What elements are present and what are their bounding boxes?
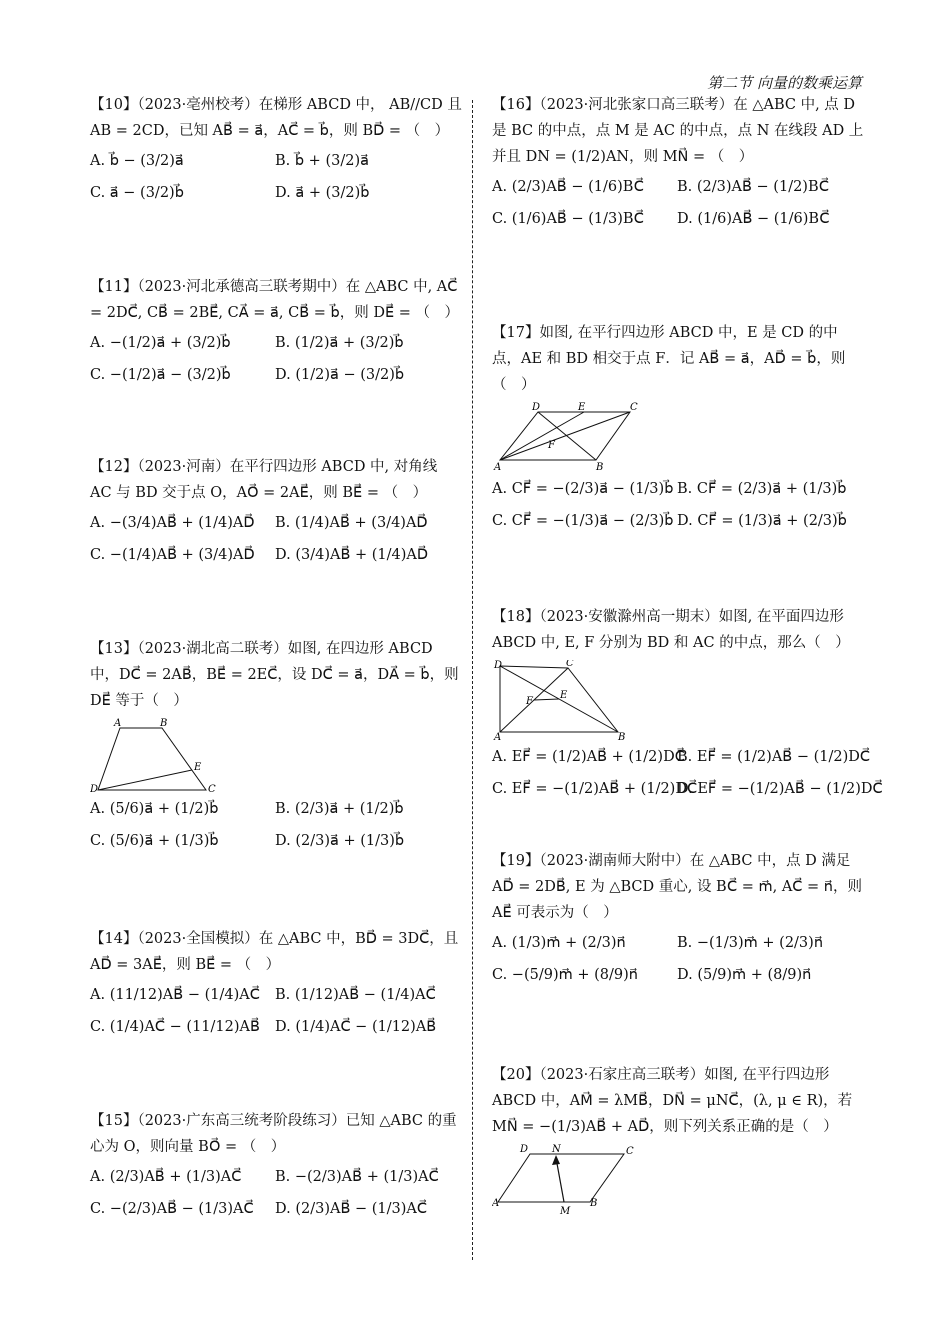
question-text: 如图, 在四边形 ABCD 中，DC⃗ = 2AB⃗，BE⃗ = 2EC⃗，设 DC⃗ = a⃗，DA⃗ = b⃗，则 DE⃗ 等于（ ） [90, 641, 459, 709]
option-d[interactable]: D. (5/9)m⃗ + (8/9)n⃗ [677, 967, 812, 983]
option-b[interactable]: B. EF⃗ = (1/2)AB⃗ − (1/2)DC⃗ [677, 749, 871, 765]
option-a[interactable]: A. −(3/4)AB⃗ + (1/4)AD⃗ [90, 515, 255, 531]
question-number: 【12】 [90, 459, 138, 475]
option-d[interactable]: D. (2/3)a⃗ + (1/3)b⃗ [275, 833, 405, 849]
question-text: 在 △ABC 中，点 D 满足 AD⃗ = 2DB⃗, E 为 △BCD 重心, 设 BC⃗ = m⃗, AC⃗ = n⃗，则 AE⃗ 可表示为（ ） [492, 853, 862, 921]
option-a[interactable]: A. (2/3)AB⃗ + (1/3)AC⃗ [90, 1169, 242, 1185]
option-d[interactable]: D. (1/6)AB⃗ − (1/6)BC⃗ [677, 211, 830, 227]
question-number: 【14】 [90, 931, 138, 947]
option-b[interactable]: B. −(1/3)m⃗ + (2/3)n⃗ [677, 935, 824, 951]
figure-label: F [548, 440, 555, 451]
option-d[interactable]: D. (1/4)AC⃗ − (1/12)AB⃗ [275, 1019, 437, 1035]
question-text: 在 △ABC 中, 点 D 是 BC 的中点，点 M 是 AC 的中点，点 N 在线段 AD 上并且 DN = (1/2)AN，则 MN⃗ = （ ） [492, 97, 864, 165]
figure-label: A [114, 718, 122, 729]
question-source: （2023·河南） [137, 459, 230, 475]
option-a[interactable]: A. (1/3)m⃗ + (2/3)n⃗ [492, 935, 626, 951]
option-c[interactable]: C. (1/6)AB⃗ − (1/3)BC⃗ [492, 211, 644, 227]
question-number: 【17】 [492, 325, 540, 341]
question-10 [90, 92, 462, 204]
option-d[interactable]: D. (3/4)AB⃗ + (1/4)AD⃗ [275, 547, 429, 563]
question-text: 如图, 在平面四边形 ABCD 中, E, F 分别为 BD 和 AC 的中点，那么（ ） [492, 609, 850, 651]
question-17 [492, 320, 864, 532]
option-b[interactable]: B. (1/4)AB⃗ + (3/4)AD⃗ [275, 515, 428, 531]
option-c[interactable]: C. (5/6)a⃗ + (1/3)b⃗ [90, 833, 219, 849]
figure-label: C [630, 402, 638, 413]
figure-label: E [578, 402, 586, 413]
option-d[interactable]: D. a⃗ + (3/2)b⃗ [275, 185, 370, 201]
figure-label: B [618, 732, 626, 740]
question-text: 如图, 在平行四边形 ABCD 中，E 是 CD 的中点，AE 和 BD 相交于点 F．记 AB⃗ = a⃗，AD⃗ = b⃗，则（ ） [492, 325, 846, 393]
figure-label: D [520, 1144, 529, 1155]
question-14 [90, 926, 462, 1038]
question-20 [492, 1062, 864, 1216]
question-number: 【10】 [90, 97, 138, 113]
question-source: （2023·湖南师大附中） [539, 853, 690, 869]
question-number: 【18】 [492, 609, 540, 625]
question-18 [492, 604, 883, 800]
figure-label: B [590, 1198, 598, 1209]
option-c[interactable]: C. −(1/4)AB⃗ + (3/4)AD⃗ [90, 547, 255, 563]
option-a[interactable]: A. EF⃗ = (1/2)AB⃗ + (1/2)DC⃗ [492, 749, 685, 765]
option-a[interactable]: A. −(1/2)a⃗ + (3/2)b⃗ [90, 335, 231, 351]
option-b[interactable]: B. (1/12)AB⃗ − (1/4)AC⃗ [275, 987, 436, 1003]
parallelogram-mn-figure [492, 1144, 642, 1216]
option-c[interactable]: C. (1/4)AC⃗ − (11/12)AB⃗ [90, 1019, 260, 1035]
figure-label: B [596, 462, 604, 472]
question-text: 已知 △ABC 的重心为 O，则向量 BO⃗ = （ ） [90, 1113, 457, 1155]
option-d[interactable]: D. (1/2)a⃗ − (3/2)b⃗ [275, 367, 405, 383]
question-source: （2023·河北张家口高三联考） [539, 97, 734, 113]
question-text: 在梯形 ABCD 中， AB//CD 且 AB = 2CD，已知 AB⃗ = a⃗，AC⃗ = b⃗，则 BD⃗ = （ ） [90, 97, 462, 139]
question-source: （2023·广东高三统考阶段练习） [137, 1113, 346, 1129]
option-b[interactable]: B. b⃗ + (3/2)a⃗ [275, 153, 369, 169]
option-c[interactable]: C. −(5/9)m⃗ + (8/9)n⃗ [492, 967, 638, 983]
option-d[interactable]: D. CF⃗ = (1/3)a⃗ + (2/3)b⃗ [677, 513, 847, 529]
figure-label: C [208, 784, 216, 792]
option-c[interactable]: C. −(1/2)a⃗ − (3/2)b⃗ [90, 367, 231, 383]
question-15 [90, 1108, 462, 1220]
question-source: （2023·石家庄高三联考） [539, 1067, 705, 1083]
question-source: （2023·全国模拟） [137, 931, 259, 947]
question-16 [492, 92, 864, 230]
option-b[interactable]: B. (2/3)a⃗ + (1/2)b⃗ [275, 801, 404, 817]
trapezoid-figure [90, 718, 230, 792]
question-number: 【20】 [492, 1067, 540, 1083]
figure-label: C [626, 1146, 634, 1157]
option-c[interactable]: C. −(2/3)AB⃗ − (1/3)AC⃗ [90, 1201, 254, 1217]
option-d[interactable]: D. (2/3)AB⃗ − (1/3)AC⃗ [275, 1201, 428, 1217]
question-text: 如图, 在平行四边形 ABCD 中，AM⃗ = λMB⃗，DN⃗ = μNC⃗，(λ, μ ∈ R)，若 MN⃗ = −(1/3)AB⃗ + AD⃗，则下列关系正确的是（ ） [492, 1067, 853, 1135]
quadrilateral-figure [492, 660, 642, 740]
question-12 [90, 454, 462, 566]
option-b[interactable]: B. CF⃗ = (2/3)a⃗ + (1/3)b⃗ [677, 481, 847, 497]
question-number: 【19】 [492, 853, 540, 869]
option-b[interactable]: B. −(2/3)AB⃗ + (1/3)AC⃗ [275, 1169, 439, 1185]
option-a[interactable]: A. (11/12)AB⃗ − (1/4)AC⃗ [90, 987, 260, 1003]
option-d[interactable]: D. EF⃗ = −(1/2)AB⃗ − (1/2)DC⃗ [677, 781, 883, 797]
question-13 [90, 636, 462, 852]
figure-label: A [492, 1198, 500, 1209]
figure-label: B [160, 718, 168, 729]
option-c[interactable]: C. EF⃗ = −(1/2)AB⃗ + (1/2)DC⃗ [492, 781, 698, 797]
question-19 [492, 848, 864, 986]
figure-label: F [526, 696, 533, 707]
question-number: 【15】 [90, 1113, 138, 1129]
figure-label: D [532, 402, 541, 413]
figure-label: D [90, 784, 99, 792]
option-c[interactable]: C. CF⃗ = −(1/3)a⃗ − (2/3)b⃗ [492, 513, 674, 529]
option-a[interactable]: A. CF⃗ = −(2/3)a⃗ − (1/3)b⃗ [492, 481, 674, 497]
option-b[interactable]: B. (2/3)AB⃗ − (1/2)BC⃗ [677, 179, 830, 195]
option-a[interactable]: A. b⃗ − (3/2)a⃗ [90, 153, 184, 169]
figure-label: N [552, 1144, 561, 1155]
figure-label: D [494, 660, 503, 671]
question-source: （2023·湖北高二联考） [137, 641, 288, 657]
figure-label: A [494, 732, 502, 740]
figure-label: M [560, 1206, 571, 1216]
question-text: 在 △ABC 中, AC⃗ = 2DC⃗, CB⃗ = 2BE⃗, CA⃗ = a⃗, CB⃗ = b⃗，则 DE⃗ = （ ） [90, 279, 459, 321]
section-header: 第二节 向量的数乘运算 [707, 74, 862, 92]
figure-label: E [560, 690, 568, 701]
option-c[interactable]: C. a⃗ − (3/2)b⃗ [90, 185, 184, 201]
question-number: 【16】 [492, 97, 540, 113]
question-number: 【11】 [90, 279, 138, 295]
question-source: （2023·亳州校考） [137, 97, 259, 113]
question-source: （2023·河北承德高三联考期中） [137, 279, 346, 295]
figure-label: E [194, 762, 202, 773]
question-text: 在 △ABC 中，BD⃗ = 3DC⃗，且 AD⃗ = 3AE⃗，则 BE⃗ = （ ） [90, 931, 459, 973]
figure-label: C [566, 660, 574, 669]
question-text: 在平行四边形 ABCD 中, 对角线 AC 与 BD 交于点 O，AO⃗ = 2AE⃗，则 BE⃗ = （ ） [90, 459, 438, 501]
question-number: 【13】 [90, 641, 138, 657]
column-divider [472, 100, 473, 1260]
question-source: （2023·安徽滁州高一期末） [539, 609, 719, 625]
option-a[interactable]: A. (5/6)a⃗ + (1/2)b⃗ [90, 801, 219, 817]
parallelogram-figure [492, 402, 642, 472]
option-b[interactable]: B. (1/2)a⃗ + (3/2)b⃗ [275, 335, 404, 351]
question-11 [90, 274, 462, 386]
figure-label: A [494, 462, 502, 472]
option-a[interactable]: A. (2/3)AB⃗ − (1/6)BC⃗ [492, 179, 644, 195]
